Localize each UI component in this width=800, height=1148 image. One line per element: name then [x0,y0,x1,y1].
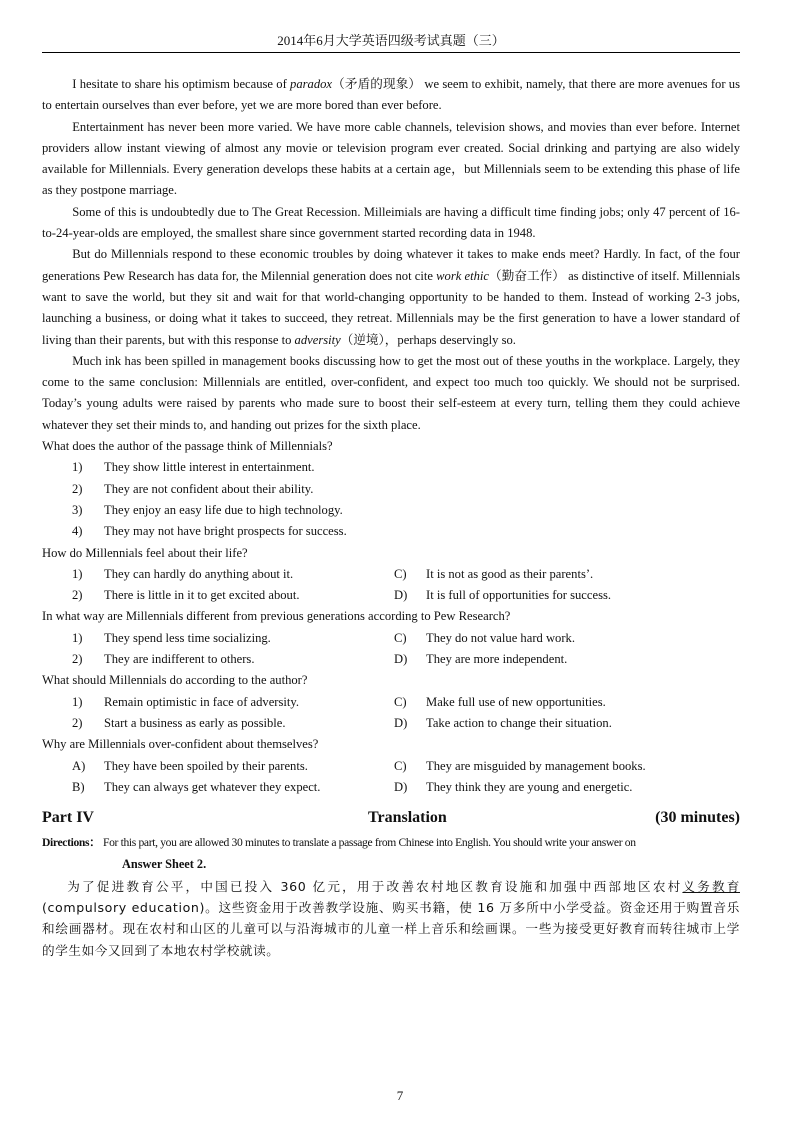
question-1-option-row [42,521,740,542]
passage-paragraph-5: Much ink has been spilled in management books discussing how to get the most out of these youths in the workplace. Largely, they come to the same conclusion: Millennials are entitled, over-confident, and expect too much too quickly. We should not be surprised. Today’s young adults were raised by parents who made sure to boost their self-esteem at every turn, telling them they could achieve whatever they set their minds to, and handing out prizes for the sixth place. [42,353,740,432]
question-3-option-row [42,628,740,649]
question-1-option-row [42,500,740,521]
option: C) It is not as good as their parents’. [394,566,594,581]
option: 3) They enjoy an easy life due to high technology. [72,502,343,517]
question-1-option-row [42,457,740,478]
question-2-option-row [42,564,740,585]
option: C) Make full use of new opportunities. [394,694,606,709]
directions [42,832,740,853]
option: 1) They show little interest in entertainment. [72,460,315,475]
passage-paragraph-3: Some of this is undoubtedly due to The Great Recession. Milleimials are having a difficult time finding jobs; only 47 percent of 16-to-24-year-olds are employed, the smallest share since government started recording data in 1948. [42,204,740,241]
question-4-option-row [42,692,740,713]
passage-paragraph-4: But do Millennials respond to these economic troubles by doing whatever it takes to make ends meet? Hardly. In fact, of the four generations Pew Research has data for, the Milennial generation does not cite work ethic（勤奋工作） as distinctive of itself. Millennials want to save the world, but they sit and wait for that world-changing opportunity to be handed to them. Instead of working 2-3 jobs, launching a business, or doing what it takes to succeed, they retreat. Millennials may be the first generation to have a lower standard of living than their parents, but with this response to adversity（逆境），perhaps deservingly so. [42,247,740,347]
question-4-option-row [42,713,740,734]
option: 2) They are indifferent to others. [72,652,255,667]
option: C) They do not value hard work. [394,630,575,645]
underlined-term: 义务教育 [682,878,740,894]
option: C) They are misguided by management books. [394,758,646,773]
part-title: Translation [368,809,447,827]
option: D) It is full of opportunities for success. [394,588,612,603]
translation-passage: 为了促进教育公平，中国已投入 360 亿元，用于改善农村地区教育设施和加强中西部地区农村义务教育(compulsory education)。这些资金用于改善教学设施、购买书籍，使 16 万多所中小学受益。资金还用于购置音乐和绘画器材。现在农村和山区的儿童可以与沿海城市的儿童一样上音乐和绘画课。一些为接受更好教育而转往城市上学的学生如今又回到了本地农村学校就读。 [42,878,740,958]
page-header [42,30,740,53]
part-label: Part IV [42,809,94,827]
question-1-option-row [42,479,740,500]
answer-sheet-label: Answer Sheet 2. [122,857,207,872]
option: 1) Remain optimistic in face of adversity. [72,694,300,709]
question-2-option-row [42,585,740,606]
option: B) They can always get whatever they expect. [72,779,321,794]
option: 2) Start a business as early as possible. [72,715,286,730]
page-content [42,74,740,961]
part-iv-heading [42,806,740,830]
option: 1) They can hardly do anything about it. [72,566,294,581]
option: 2) They are not confident about their ability. [72,481,314,496]
question-1: What does the author of the passage think of Millennials? [42,439,333,454]
question-3-option-row [42,649,740,670]
question-5-option-row [42,756,740,777]
header-title: 2014年6月大学英语四级考试真题（三） [277,33,505,48]
option: 1) They spend less time socializing. [72,630,271,645]
directions-label: Directions： [42,836,101,850]
part-time: (30 minutes) [655,809,740,827]
question-2: How do Millennials feel about their life? [42,545,248,560]
question-5-option-row [42,777,740,798]
option: D) They think they are young and energetic. [394,779,633,794]
question-5: Why are Millennials over-confident about themselves? [42,737,319,752]
option: 2) There is little in it to get excited about. [72,588,300,603]
option: D) Take action to change their situation. [394,715,612,730]
passage-paragraph-1: I hesitate to share his optimism because of paradox（矛盾的现象） we seem to exhibit, namely, that there are more avenues for us to entertain ourselves than ever before, yet we are more bored than ever before. [42,77,740,113]
directions-text: For this part, you are allowed 30 minutes to translate a passage from Chinese into English. You should write your answer on [102,836,636,850]
option: 4) They may not have bright prospects for success. [72,524,347,539]
page-number: 7 [396,1088,404,1103]
option: D) They are more independent. [394,652,568,667]
question-3: In what way are Millennials different from previous generations according to Pew Research? [42,609,511,624]
passage-paragraph-2: Entertainment has never been more varied. We have more cable channels, television shows, and movies than ever before. Internet providers allow instant viewing of almost any movie or television program ever created. Social drinking and partying are also widely available for Millennials. Every generation develops these habits at a certain age，but Millennials seem to be extending this phase of life as they postpone marriage. [42,119,740,198]
option: A) They have been spoiled by their parents. [72,758,308,773]
question-4: What should Millennials do according to the author? [42,673,308,688]
